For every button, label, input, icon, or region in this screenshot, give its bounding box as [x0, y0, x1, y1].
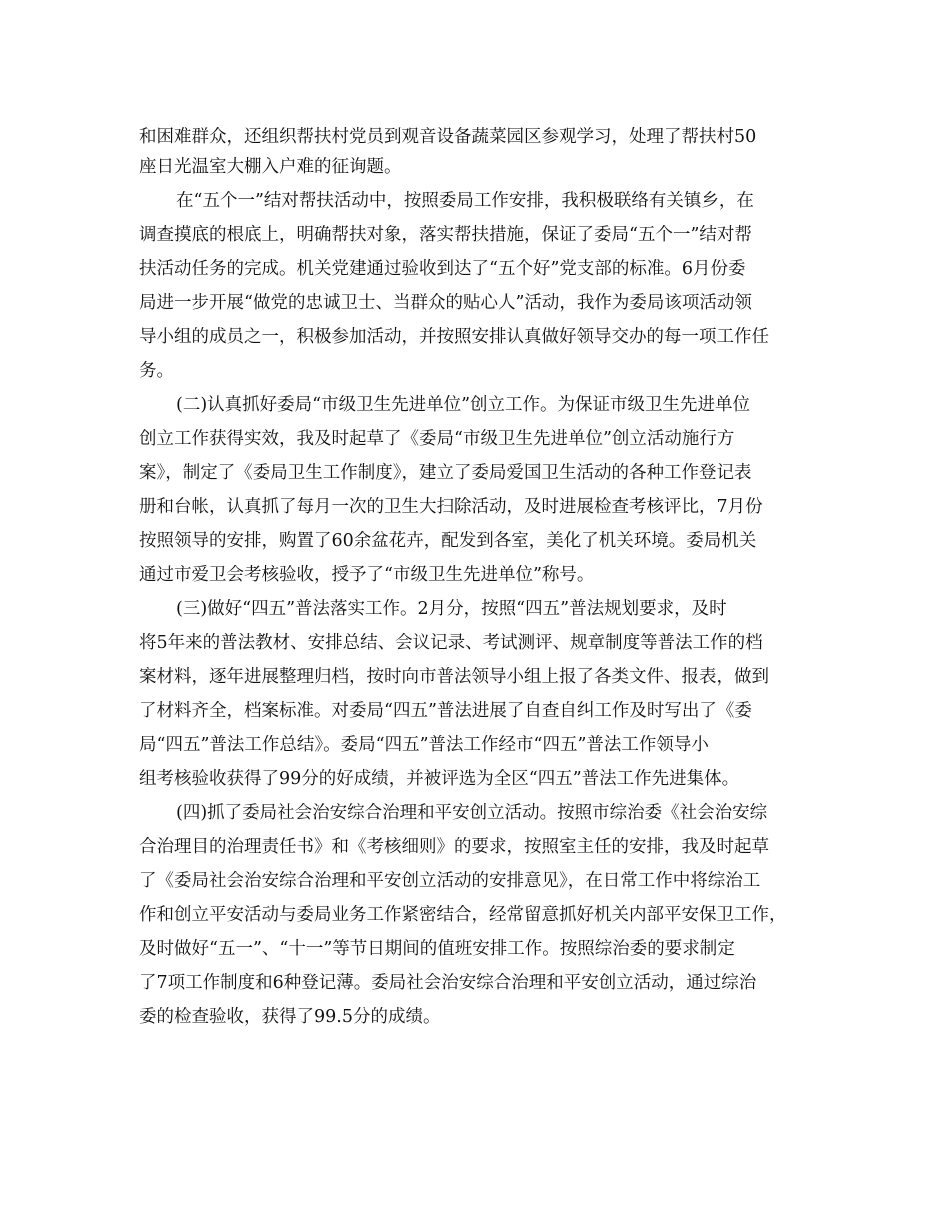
text-line: 委的检查验收，获得了99.5分的成绩。 — [139, 1007, 441, 1027]
text-line: 了材料齐全，档案标准。对委局“四五”普法进展了自查自纠工作及时写出了《委 — [139, 701, 752, 721]
text-line: 在“五个一”结对帮扶活动中，按照委局工作安排，我积极联络有关镇乡，在 — [176, 191, 754, 211]
text-line: (二)认真抓好委局“市级卫生先进单位”创立工作。为保证市级卫生先进单位 — [176, 395, 751, 415]
text-line: 导小组的成员之一，积极参加活动，并按照安排认真做好领导交办的每一项工作任 — [139, 327, 769, 347]
text-line: 和困难群众，还组织帮扶村党员到观音设备蔬菜园区参观学习，处理了帮扶村50 — [139, 127, 757, 147]
text-line: 座日光温室大棚入户难的征询题。 — [139, 157, 402, 177]
text-line: 局“四五”普法工作总结》。委局“四五”普法工作经市“四五”普法工作领导小 — [139, 735, 709, 755]
text-line: 调查摸底的根底上，明确帮扶对象，落实帮扶措施，保证了委局“五个一”结对帮 — [139, 225, 752, 245]
text-line: 按照领导的安排，购置了60余盆花卉，配发到各室，美化了机关环境。委局机关 — [139, 531, 757, 551]
text-line: 务。 — [139, 361, 174, 381]
text-line: 了7项工作制度和6种登记薄。委局社会治安综合治理和平安创立活动，通过综治 — [139, 973, 757, 993]
text-line: 案》，制定了《委局卫生工作制度》，建立了委局爱国卫生活动的各种工作登记表 — [139, 463, 752, 483]
text-line: 组考核验收获得了99分的好成绩，并被评选为全区“四五”普法工作先进集体。 — [139, 769, 740, 789]
text-line: 作和创立平安活动与委局业务工作紧密结合，经常留意抓好机关内部平安保卫工作， — [139, 905, 787, 925]
text-line: 及时做好“五一”、“十一”等节日期间的值班安排工作。按照综治委的要求制定 — [139, 939, 735, 959]
text-line: 了《委局社会治安综合治理和平安创立活动的安排意见》，在日常工作中将综治工 — [139, 871, 761, 891]
text-line: (三)做好“四五”普法落实工作。2月分，按照“四五”普法规划要求，及时 — [176, 599, 727, 619]
text-line: 合治理目的治理责任书》和《考核细则》的要求，按照室主任的安排，我及时起草 — [139, 837, 769, 857]
text-line: 案材料，逐年进展整理归档，按时向市普法领导小组上报了各类文件、报表，做到 — [139, 667, 769, 687]
text-line: 扶活动任务的完成。机关党建通过验收到达了“五个好”党支部的标准。6月份委 — [139, 259, 746, 279]
text-line: 将5年来的普法教材、安排总结、会议记录、考试测评、规章制度等普法工作的档 — [139, 633, 763, 653]
text-line: 创立工作获得实效，我及时起草了《委局“市级卫生先进单位”创立活动施行方 — [139, 429, 735, 449]
text-line: 局进一步开展“做党的忠诚卫士、当群众的贴心人”活动，我作为委局该项活动领 — [139, 293, 752, 313]
text-line: (四)抓了委局社会治安综合治理和平安创立活动。按照市综治委《社会治安综 — [176, 803, 768, 823]
text-line: 册和台帐，认真抓了每月一次的卫生大扫除活动，及时进展检查考核评比，7月份 — [139, 497, 763, 517]
text-line: 通过市爱卫会考核验收，授予了“市级卫生先进单位”称号。 — [139, 565, 595, 585]
